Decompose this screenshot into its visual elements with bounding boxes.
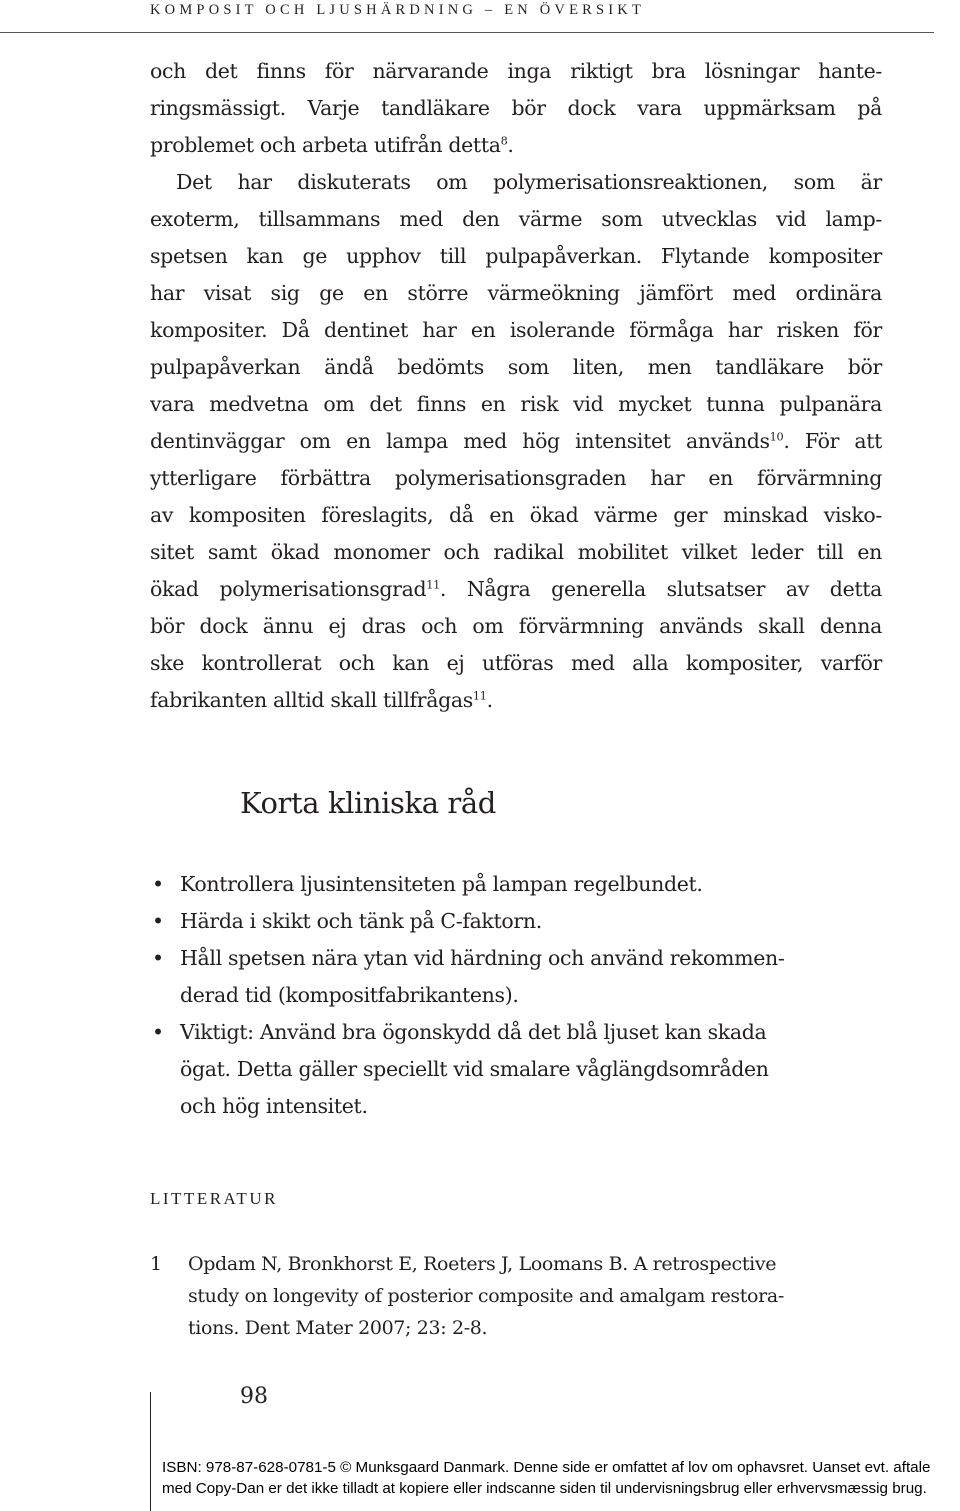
footnote-ref: 10 <box>769 430 784 444</box>
body-line: problemet och arbeta utifrån detta$^8$. <box>150 133 514 157</box>
body-line: spetsen kan ge upphov till pulpapåverkan. Flytande kompositer <box>150 244 882 268</box>
body-line: ringsmässigt. Varje tandläkare bör dock vara uppmärksam på <box>150 96 882 120</box>
body-line: och det finns för närvarande inga riktigt bra lösningar hante- <box>150 59 882 83</box>
list-item <box>150 1014 890 1125</box>
advice-list <box>150 866 890 1125</box>
references-heading: LITTERATUR <box>150 1189 278 1208</box>
list-item <box>150 903 890 940</box>
footnote-ref: 11 <box>426 578 440 592</box>
list-item-text: Kontrollera ljusintensiteten på lampan regelbundet. <box>180 872 703 896</box>
running-title: KOMPOSIT OCH LJUSHÄRDNING – EN ÖVERSIKT <box>150 2 646 18</box>
body-line: har visat sig ge en större värmeökning jämfört med ordinära <box>150 281 882 305</box>
list-item-text: och hög intensitet. <box>180 1094 368 1118</box>
body-line: ske kontrollerat och kan ej utföras med alla kompositer, varför <box>150 651 882 675</box>
footer-rule <box>150 1392 151 1511</box>
bullet-icon: • <box>152 946 164 970</box>
reference-text: Opdam N, Bronkhorst E, Roeters J, Loomans B. A retrospective study on longevity of posterior composite and amalgam restora- tions. Dent Mater 2007; 23: 2-8. <box>188 1253 784 1339</box>
reference-number: 1 <box>150 1253 162 1275</box>
body-line: av kompositen föreslagits, då en ökad värme ger minskad visko- <box>150 503 882 527</box>
list-item-text: derad tid (kompositfabrikantens). <box>180 983 519 1007</box>
body-line: exoterm, tillsammans med den värme som utvecklas vid lamp- <box>150 207 882 231</box>
body-line: dentinväggar om en lampa med hög intensitet används$^{10}$. För att <box>150 429 883 453</box>
section-heading: Korta kliniska råd <box>240 786 496 820</box>
body-line: bör dock ännu ej dras och om förvärmning används skall denna <box>150 614 882 638</box>
header-rule <box>0 32 934 33</box>
bullet-icon: • <box>152 872 164 896</box>
bullet-icon: • <box>152 1020 164 1044</box>
bullet-icon: • <box>152 909 164 933</box>
list-item-text: ögat. Detta gäller speciellt vid smalare våglängdsområden <box>180 1057 769 1081</box>
copyright-notice: ISBN: 978-87-628-0781-5 © Munksgaard Danmark. Denne side er omfattet af lov om ophavsret. Uanset evt. aftale med Copy-Dan er det ikke tilladt at kopiere eller indscanne siden til undervisningsbrug eller erhvervsmæssig brug. <box>162 1459 931 1497</box>
page-number: 98 <box>240 1384 268 1409</box>
list-item <box>150 866 890 903</box>
list-item-text: Håll spetsen nära ytan vid härdning och använd rekommen- <box>180 946 785 970</box>
body-paragraph <box>150 53 882 719</box>
body-line: sitet samt ökad monomer och radikal mobilitet vilket leder till en <box>150 540 882 564</box>
body-line: vara medvetna om det finns en risk vid mycket tunna pulpanära <box>150 392 882 416</box>
body-line: Det har diskuterats om polymerisationsreaktionen, som är <box>176 170 882 194</box>
body-line: ytterligare förbättra polymerisationsgraden har en förvärmning <box>150 466 882 490</box>
body-line: ökad polymerisationsgrad$^{11}$. Några generella slutsatser av detta <box>150 577 883 601</box>
list-item-text: Härda i skikt och tänk på C-faktorn. <box>180 909 542 933</box>
body-line: pulpapåverkan ändå bedömts som liten, men tandläkare bör <box>150 355 882 379</box>
list-item <box>150 940 890 1014</box>
footnote-ref: 8 <box>500 134 508 148</box>
body-line: kompositer. Då dentinet har en isolerande förmåga har risken för <box>150 318 882 342</box>
footnote-ref: 11 <box>472 689 487 703</box>
body-line: fabrikanten alltid skall tillfrågas$^{11}$. <box>150 688 493 712</box>
list-item-text: Viktigt: Använd bra ögonskydd då det blå ljuset kan skada <box>180 1020 767 1044</box>
